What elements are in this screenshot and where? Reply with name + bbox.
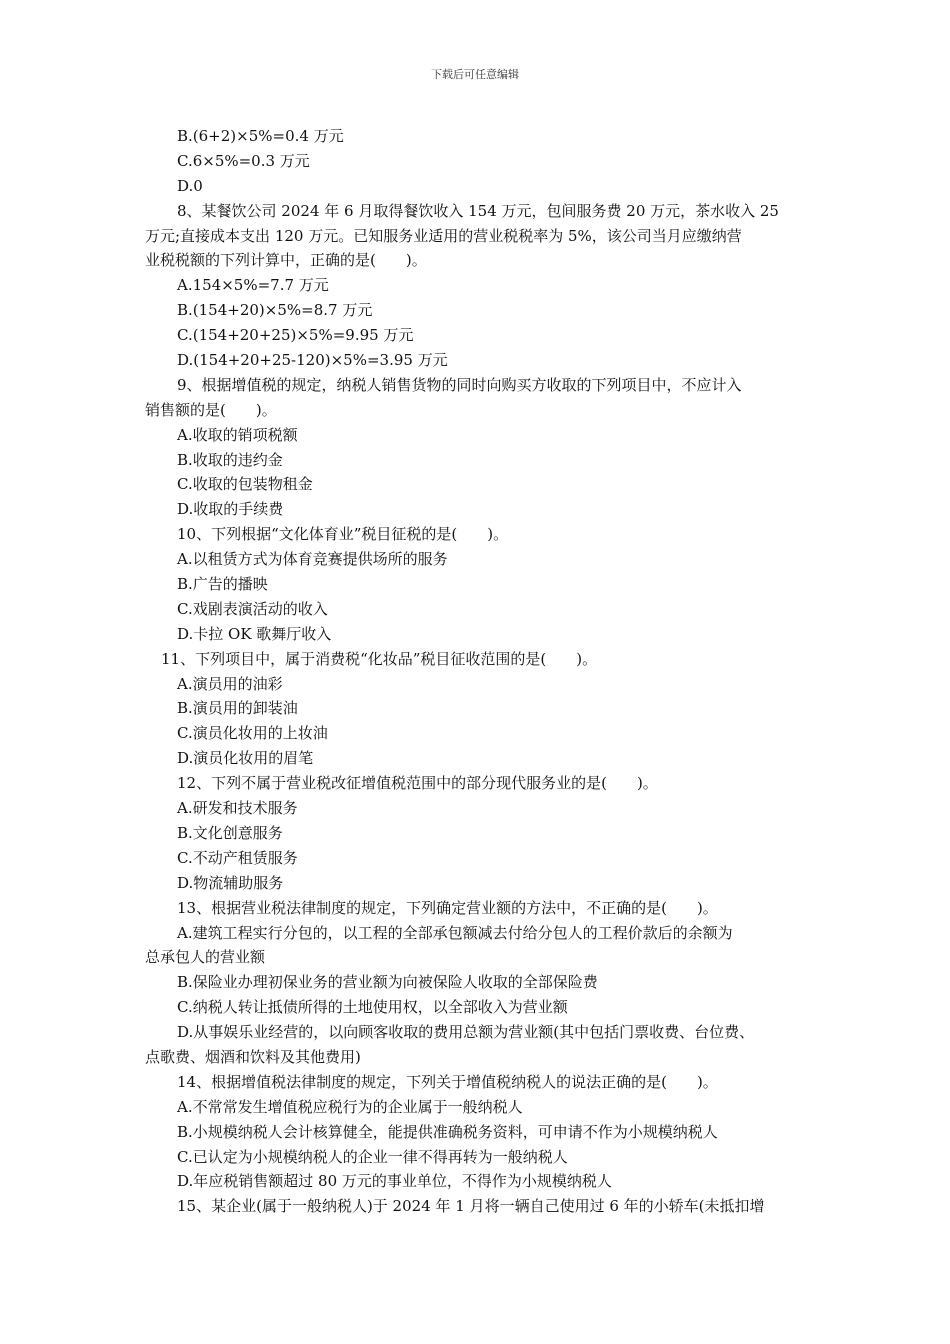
text-line: 11、下列项目中，属于消费税“化妆品”税目征收范围的是( )。 xyxy=(161,649,598,668)
text-line: B.(6+2)×5%=0.4 万元 xyxy=(177,127,344,145)
text-line: C.演员化妆用的上妆油 xyxy=(177,724,328,743)
text-line: 总承包人的营业额 xyxy=(145,948,266,967)
text-line: D.演员化妆用的眉笔 xyxy=(177,749,314,768)
text-line: B.广告的播映 xyxy=(177,575,268,594)
text-line: 13、根据营业税法律制度的规定，下列确定营业额的方法中，不正确的是( )。 xyxy=(177,898,718,917)
text-line: 9、根据增值税的规定，纳税人销售货物的同时向购买方收取的下列项目中，不应计入 xyxy=(177,375,742,394)
text-line: C.已认定为小规模纳税人的企业一律不得再转为一般纳税人 xyxy=(177,1147,568,1166)
text-line: 10、下列根据“文化体育业”税目征税的是( )。 xyxy=(177,525,509,544)
text-line: A.不常常发生增值税应税行为的企业属于一般纳税人 xyxy=(177,1097,523,1116)
text-line: D.收取的手续费 xyxy=(177,500,284,519)
text-line: 点歌费、烟酒和饮料及其他费用) xyxy=(145,1047,361,1066)
text-line: A.建筑工程实行分包的，以工程的全部承包额减去付给分包人的工程价款后的余额为 xyxy=(177,923,733,942)
text-line: B.(154+20)×5%=8.7 万元 xyxy=(177,301,373,320)
text-line: A.收取的销项税额 xyxy=(177,425,298,444)
text-line: B.文化创意服务 xyxy=(177,823,283,842)
text-line: B.小规模纳税人会计核算健全，能提供准确税务资料，可申请不作为小规模纳税人 xyxy=(177,1122,718,1141)
page-header: 下载后可任意编辑 xyxy=(431,68,519,81)
text-line: D.卡拉 OK 歌舞厅收入 xyxy=(177,624,332,643)
text-line: C.不动产租赁服务 xyxy=(177,848,298,867)
text-line: D.0 xyxy=(177,176,203,195)
text-line: D.(154+20+25-120)×5%=3.95 万元 xyxy=(177,351,448,370)
document-body xyxy=(145,124,810,1219)
text-line: B.收取的违约金 xyxy=(177,450,283,469)
text-line: C.6×5%=0.3 万元 xyxy=(177,151,310,170)
text-line: 业税税额的下列计算中，正确的是( )。 xyxy=(145,251,427,270)
text-line: D.年应税销售额超过 80 万元的事业单位，不得作为小规模纳税人 xyxy=(177,1172,612,1191)
text-line: 15、某企业(属于一般纳税人)于 2024 年 1 月将一辆自己使用过 6 年的小轿车(未抵扣增 xyxy=(177,1197,765,1216)
text-line: 万元;直接成本支出 120 万元。已知服务业适用的营业税税率为 5%，该公司当月应缴纳营 xyxy=(145,226,742,245)
text-line: A.154×5%=7.7 万元 xyxy=(177,276,329,295)
text-line: B.保险业办理初保业务的营业额为向被保险人收取的全部保险费 xyxy=(177,973,598,992)
text-line: A.以租赁方式为体育竞赛提供场所的服务 xyxy=(177,550,448,569)
text-line: D.从事娱乐业经营的，以向顾客收取的费用总额为营业额(其中包括门票收费、台位费、 xyxy=(177,1023,755,1042)
text-line: C.戏剧表演活动的收入 xyxy=(177,599,328,618)
text-line: C.收取的包装物租金 xyxy=(177,475,313,494)
text-line: B.演员用的卸装油 xyxy=(177,699,298,718)
text-line: 8、某餐饮公司 2024 年 6 月取得餐饮收入 154 万元，包间服务费 20 万元，茶水收入 25 xyxy=(177,201,779,220)
text-line: 销售额的是( )。 xyxy=(145,400,277,419)
text-line: 14、根据增值税法律制度的规定，下列关于增值税纳税人的说法正确的是( )。 xyxy=(177,1072,718,1091)
text-line: 12、下列不属于营业税改征增值税范围中的部分现代服务业的是( )。 xyxy=(177,774,658,793)
text-line: C.(154+20+25)×5%=9.95 万元 xyxy=(177,326,414,345)
text-line: A.研发和技术服务 xyxy=(177,799,298,818)
text-line: C.纳税人转让抵债所得的土地使用权，以全部收入为营业额 xyxy=(177,998,568,1017)
text-line: A.演员用的油彩 xyxy=(177,674,283,693)
text-line: D.物流辅助服务 xyxy=(177,873,284,892)
